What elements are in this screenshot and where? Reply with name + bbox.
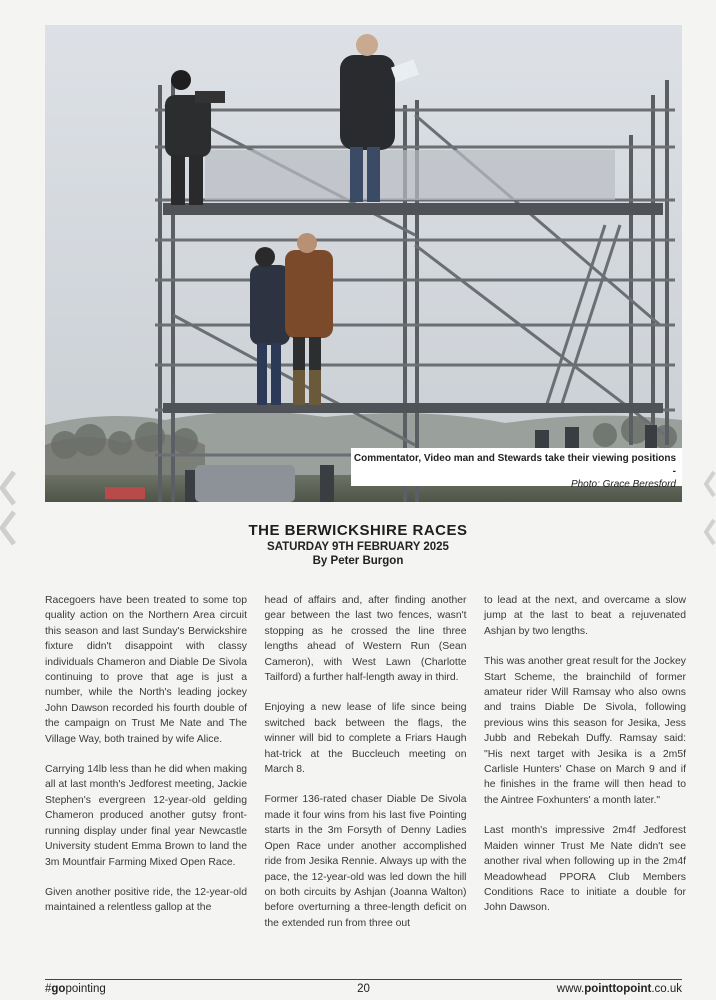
photo-caption	[351, 448, 682, 490]
paragraph: head of affairs and, after finding another gear between the last two fences, wasn't stopping as he crossed the line three lengths ahead of Western Run (Sean Cameron), with West Lawn (Charlotte Tailford) a further half-length away in third.	[264, 595, 467, 684]
article-header	[0, 522, 716, 567]
footer-website-link[interactable]: www.pointtopoint.co.uk	[556, 983, 682, 995]
page-footer	[45, 983, 682, 999]
article-column-2	[265, 593, 467, 946]
paragraph: Last month's impressive 2m4f Jedforest Maiden winner Trust Me Nate didn't see another rival when following up in the 2m4f Meadowhead PPORA Club Members Conditions Race to initiate a double for John Dawson.	[484, 825, 686, 914]
footer-hashtag: #gopointing	[45, 983, 106, 995]
article-title: THE BERWICKSHIRE RACES	[248, 522, 468, 539]
paragraph: Racegoers have been treated to some top quality action on the Northern Area circuit this season and last Sunday's Berwickshire fixture didn't disappoint with classy individuals Chameron and Diable De Sivola continuing to prove that age is just a number, while the North's leading jockey John Dawson recorded his fourth double of the campaign on Trust Me Nate and The Village Way, both trained by wife Alice.	[45, 595, 247, 745]
paragraph: Carrying 14lb less than he did when making all at last month's Jedforest meeting, Jackie Stephen's evergreen 12-year-old gelding Chameron produced another gutsy front-running display under final year Newcastle University student Emma Brown to land the 3m Mountfair Farming Mixed Open Race.	[45, 764, 247, 868]
paragraph: Former 136-rated chaser Diable De Sivola made it four wins from his last five Pointing starts in the 3m Forsyth of Denny Ladies Open Race under another accomplished ride from Jesika Rennie. Always up with the pace, the 12-year-old was led down the hill on both circuits by Ashjan (Joanna Walton) before overturning a three-length deficit on the extended run from three out	[264, 794, 467, 929]
paragraph: This was another great result for the Jockey Start Scheme, the brainchild of former amateur rider Will Ramsay who also owns and trains Diable De Sivola, following previous wins this season for Jesika, Jess Jubb and Rebekah Duffy. Ramsay said: "His next target with Jesika is a 2m5f Carlisle Hunters' Chase on March 9 and if he finishes in the frame will then head to the Aintree Foxhunters' a month later."	[484, 656, 686, 806]
paragraph: to lead at the next, and overcame a slow jump at the last to beat a rejuvenated Ashjan by two lengths.	[484, 595, 686, 637]
page-number: 20	[357, 983, 370, 995]
footer-divider	[45, 979, 682, 980]
article-photo	[45, 25, 682, 502]
article-date: SATURDAY 9TH FEBRUARY 2025	[267, 541, 449, 553]
article-byline: By Peter Burgon	[312, 555, 404, 567]
article-column-3	[484, 593, 686, 946]
article-column-1	[45, 593, 247, 946]
scaffold-photo-illustration	[45, 25, 682, 502]
caption-text: Commentator, Video man and Stewards take their viewing positions -	[353, 453, 676, 477]
photo-credit: Photo: Grace Beresford	[570, 479, 676, 490]
article-body	[45, 593, 686, 946]
paragraph: Enjoying a new lease of life since being switched back between the flags, the winner will bid to complete a Friars Haugh hat-trick at the Buccleuch meeting on March 8.	[264, 702, 467, 776]
paragraph: Given another positive ride, the 12-year-old maintained a relentless gallop at the	[45, 886, 247, 914]
